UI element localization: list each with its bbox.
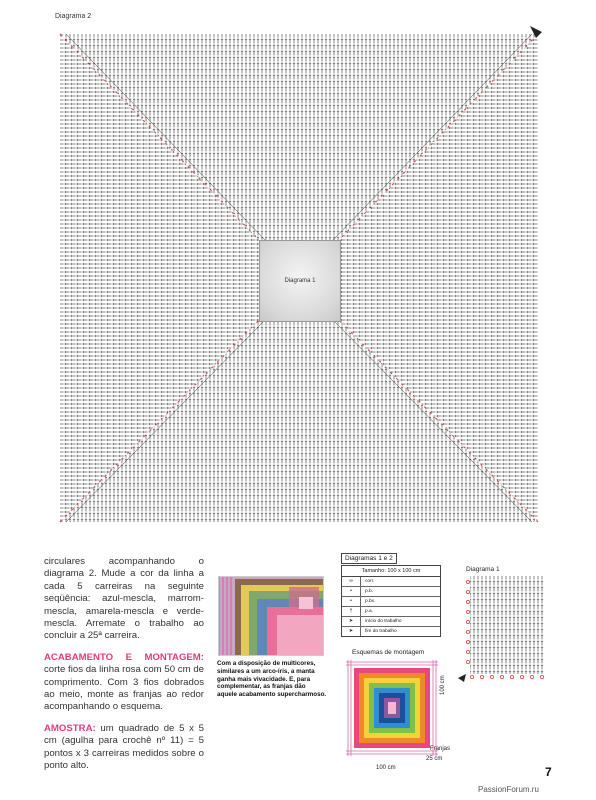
legend-text: p.a. xyxy=(365,609,374,614)
fringe-size-label: 25 cm xyxy=(426,756,443,762)
legend-row xyxy=(342,627,440,636)
legend-text: fim do trabalho xyxy=(365,629,397,634)
body-paragraph-1: circulares acompanhando o diagrama 2. Mude a cor da linha a cada 5 carreiras na seguinte seqüência: azul-mescla, marrom-mescla, amarela-mescla e verde-mescla. Arremate o trabalho ao concluir a 25ª carreira. xyxy=(44,556,204,642)
legend-symbol: † xyxy=(342,607,361,616)
watermark: PassionForum.ru xyxy=(478,785,539,794)
photo-caption: Com a disposição de multicores, similares a um arco-íris, a manta ganha mais vivacidade. E, para complementar, as franjas dão aquele acabamento supercharmoso. xyxy=(217,660,327,699)
legend-symbol: ➤ xyxy=(342,617,361,626)
sample-text: um quadrado de 5 x 5 cm (agulha para crochê nº 11) = 5 pontos x 3 carreiras medidos sobre o ponto alto. xyxy=(44,722,204,772)
body-paragraph-2 xyxy=(44,652,204,714)
diagram1-title: Diagrama 1 xyxy=(466,566,500,573)
finish-heading: ACABAMENTO E MONTAGEM: xyxy=(44,651,204,663)
legend xyxy=(341,553,444,637)
legend-row xyxy=(342,587,440,597)
blanket-photo xyxy=(218,576,324,656)
legend-symbol: ∞ xyxy=(342,577,361,586)
legend-row xyxy=(342,607,440,617)
legend-text: p.bx. xyxy=(365,599,376,604)
diagram1-chart xyxy=(456,574,548,682)
assembly-scheme xyxy=(344,658,440,758)
legend-symbol: ➤ xyxy=(342,627,361,636)
legend-row xyxy=(342,577,440,587)
fringe-label: Franjas xyxy=(430,746,451,752)
body-paragraph-3 xyxy=(44,723,204,773)
assembly-title: Esquemas de montagem xyxy=(352,649,425,656)
assembly-height-label: 100 cm xyxy=(440,675,446,695)
start-arrow-icon xyxy=(458,674,466,682)
page-number: 7 xyxy=(545,765,552,779)
legend-size: Tamanho: 100 x 100 cm xyxy=(342,566,440,577)
legend-text: início do trabalho xyxy=(365,619,402,624)
legend-table xyxy=(341,565,441,637)
diagram2-label: Diagrama 2 xyxy=(55,13,92,20)
legend-symbol: • xyxy=(342,597,361,606)
assembly-width-label: 100 cm xyxy=(376,765,396,771)
finish-text: corte fios da linha rosa com 50 cm de comprimento. Com 3 fios dobrados ao meio, monte as franjas ao redor acompanhando o esquema. xyxy=(44,664,204,713)
legend-symbol: • xyxy=(342,587,361,596)
sample-heading: AMOSTRA: xyxy=(44,722,96,734)
legend-text: p.b. xyxy=(365,589,374,594)
legend-row xyxy=(342,617,440,627)
legend-title: Diagramas 1 e 2 xyxy=(341,553,397,564)
legend-row xyxy=(342,597,440,607)
body-text xyxy=(44,556,204,782)
diagram1-placeholder-label: Diagrama 1 xyxy=(284,278,316,284)
diagram1-placeholder xyxy=(259,240,341,322)
legend-text: corr. xyxy=(365,579,375,584)
